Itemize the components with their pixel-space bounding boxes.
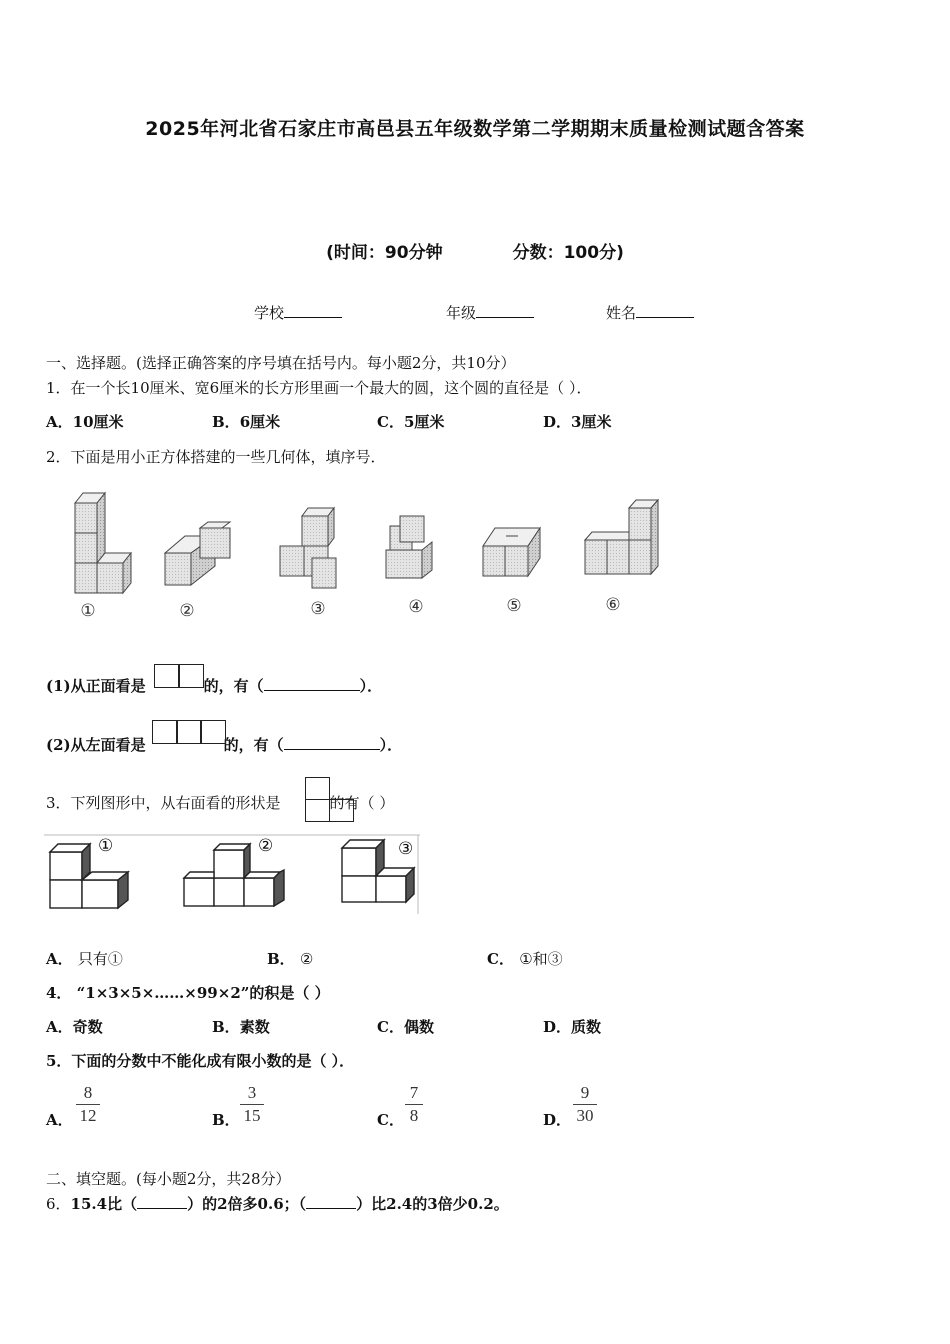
q2-figure-5 [483, 528, 540, 576]
q2-label-1: ① [80, 601, 96, 621]
q2-figure-4 [386, 516, 432, 578]
q5-option-d-label[interactable]: D． [543, 1111, 572, 1129]
total-score: 分数：100分) [512, 243, 624, 263]
q6-part-2: ）的2倍多0.6；（ [187, 1195, 307, 1213]
q5-b-numerator: 3 [247, 1083, 257, 1102]
q5-d-denominator: 30 [576, 1106, 594, 1125]
q6-blank-1[interactable] [137, 1194, 187, 1209]
q2-sub2-view-square-1 [152, 720, 178, 744]
q5-option-a-fraction[interactable] [76, 1083, 100, 1126]
time-limit: (时间：90分钟 [326, 243, 443, 263]
q2-sub2-middle: 的，有（ [223, 736, 284, 754]
q3-view-square-top [305, 777, 330, 800]
q2-sub1-view-square-2 [178, 664, 204, 688]
q5-a-denominator: 12 [79, 1106, 97, 1125]
q3-view-square-bottom-right [329, 799, 354, 822]
q6-part-1: 15.4比（ [70, 1195, 138, 1213]
q3-prefix: 3．下列图形中，从右面看的形状是 [46, 794, 281, 812]
q2-sub1 [46, 675, 382, 696]
q5-option-a-label[interactable]: A． [46, 1111, 73, 1129]
q2-sub2-view-square-2 [176, 720, 202, 744]
question-2: 2．下面是用小正方体搭建的一些几何体，填序号． [46, 448, 386, 466]
q3-option-c[interactable]: C． ①和③ [487, 950, 563, 968]
name-field[interactable] [606, 302, 694, 323]
q2-figure-1 [75, 493, 131, 593]
q5-c-numerator: 7 [409, 1083, 419, 1102]
q2-sub1-middle: 的，有（ [203, 677, 264, 695]
q3-option-b[interactable]: B． ② [267, 950, 314, 968]
section-2-heading: 二、填空题。(每小题2分，共28分） [46, 1170, 291, 1188]
q5-option-b-fraction[interactable] [240, 1083, 264, 1126]
question-4: 4． “1×3×5×……×99×2”的积是（ ） [46, 984, 330, 1002]
q3-label-3: ③ [398, 839, 414, 859]
grade-label: 年级 [446, 304, 477, 322]
q2-sub1-view-square-1 [154, 664, 180, 688]
q2-sub2-suffix: ）． [379, 736, 403, 754]
q2-sub2-prefix: (2)从左面看是 [46, 736, 146, 754]
q3-suffix: 的有（ ） [329, 794, 395, 812]
q5-b-denominator: 15 [243, 1106, 261, 1125]
q2-sub1-suffix: ）． [359, 677, 383, 695]
q3-figure-1 [50, 844, 128, 908]
exam-meta [0, 238, 950, 263]
q5-option-d-fraction[interactable] [573, 1083, 597, 1126]
page-title: 2025年河北省石家庄市高邑县五年级数学第二学期期末质量检测试题含答案 [145, 118, 805, 140]
grade-field[interactable] [446, 302, 534, 323]
q1-option-a[interactable]: A．10厘米 [46, 413, 124, 431]
q5-a-numerator: 8 [83, 1083, 93, 1102]
q2-label-3: ③ [310, 599, 326, 619]
q1-option-c[interactable]: C．5厘米 [377, 413, 445, 431]
q2-label-2: ② [179, 601, 195, 621]
school-field[interactable] [254, 302, 342, 323]
q1-option-d[interactable]: D．3厘米 [543, 413, 612, 431]
q3-view-square-bottom-left [305, 799, 330, 822]
q4-option-a[interactable]: A．奇数 [46, 1018, 103, 1036]
q2-sub1-prefix: (1)从正面看是 [46, 677, 146, 695]
name-label: 姓名 [606, 304, 637, 322]
question-5: 5．下面的分数中不能化成有限小数的是（ ）． [46, 1052, 355, 1070]
q2-label-4: ④ [408, 597, 424, 617]
q4-option-c[interactable]: C．偶数 [377, 1018, 434, 1036]
q1-option-b[interactable]: B．6厘米 [212, 413, 281, 431]
q5-d-numerator: 9 [580, 1083, 590, 1102]
q3-label-2: ② [258, 836, 274, 856]
q2-label-5: ⑤ [506, 596, 522, 616]
q2-figure-2 [165, 522, 230, 585]
q3-label-1: ① [98, 836, 114, 856]
question-1: 1．在一个长10厘米、宽6厘米的长方形里画一个最大的圆，这个圆的直径是（ ）． [46, 379, 592, 397]
q5-option-c-label[interactable]: C． [377, 1111, 404, 1129]
q6-blank-2[interactable] [306, 1194, 356, 1209]
section-1-heading: 一、选择题。(选择正确答案的序号填在括号内。每小题2分，共10分） [46, 354, 516, 372]
q2-sub1-answer-blank[interactable] [264, 676, 360, 691]
q2-cube-figures [40, 478, 680, 628]
q3-cube-figures [44, 834, 420, 916]
question-6 [46, 1193, 509, 1214]
school-label: 学校 [254, 304, 285, 322]
q6-part-3: ）比2.4的3倍少0.2。 [356, 1195, 509, 1213]
q4-option-d[interactable]: D．质数 [543, 1018, 602, 1036]
q2-label-6: ⑥ [605, 595, 621, 615]
q6-number: 6． [46, 1195, 71, 1213]
q2-sub2-view-square-3 [200, 720, 226, 744]
q5-option-b-label[interactable]: B． [212, 1111, 240, 1129]
q2-figure-3 [280, 508, 336, 588]
q2-sub2-answer-blank[interactable] [284, 735, 380, 750]
q5-option-c-fraction[interactable] [405, 1083, 423, 1126]
q3-option-a[interactable]: A． 只有① [46, 950, 123, 968]
q2-figure-6 [585, 500, 658, 574]
q5-c-denominator: 8 [409, 1106, 419, 1125]
q4-option-b[interactable]: B．素数 [212, 1018, 270, 1036]
